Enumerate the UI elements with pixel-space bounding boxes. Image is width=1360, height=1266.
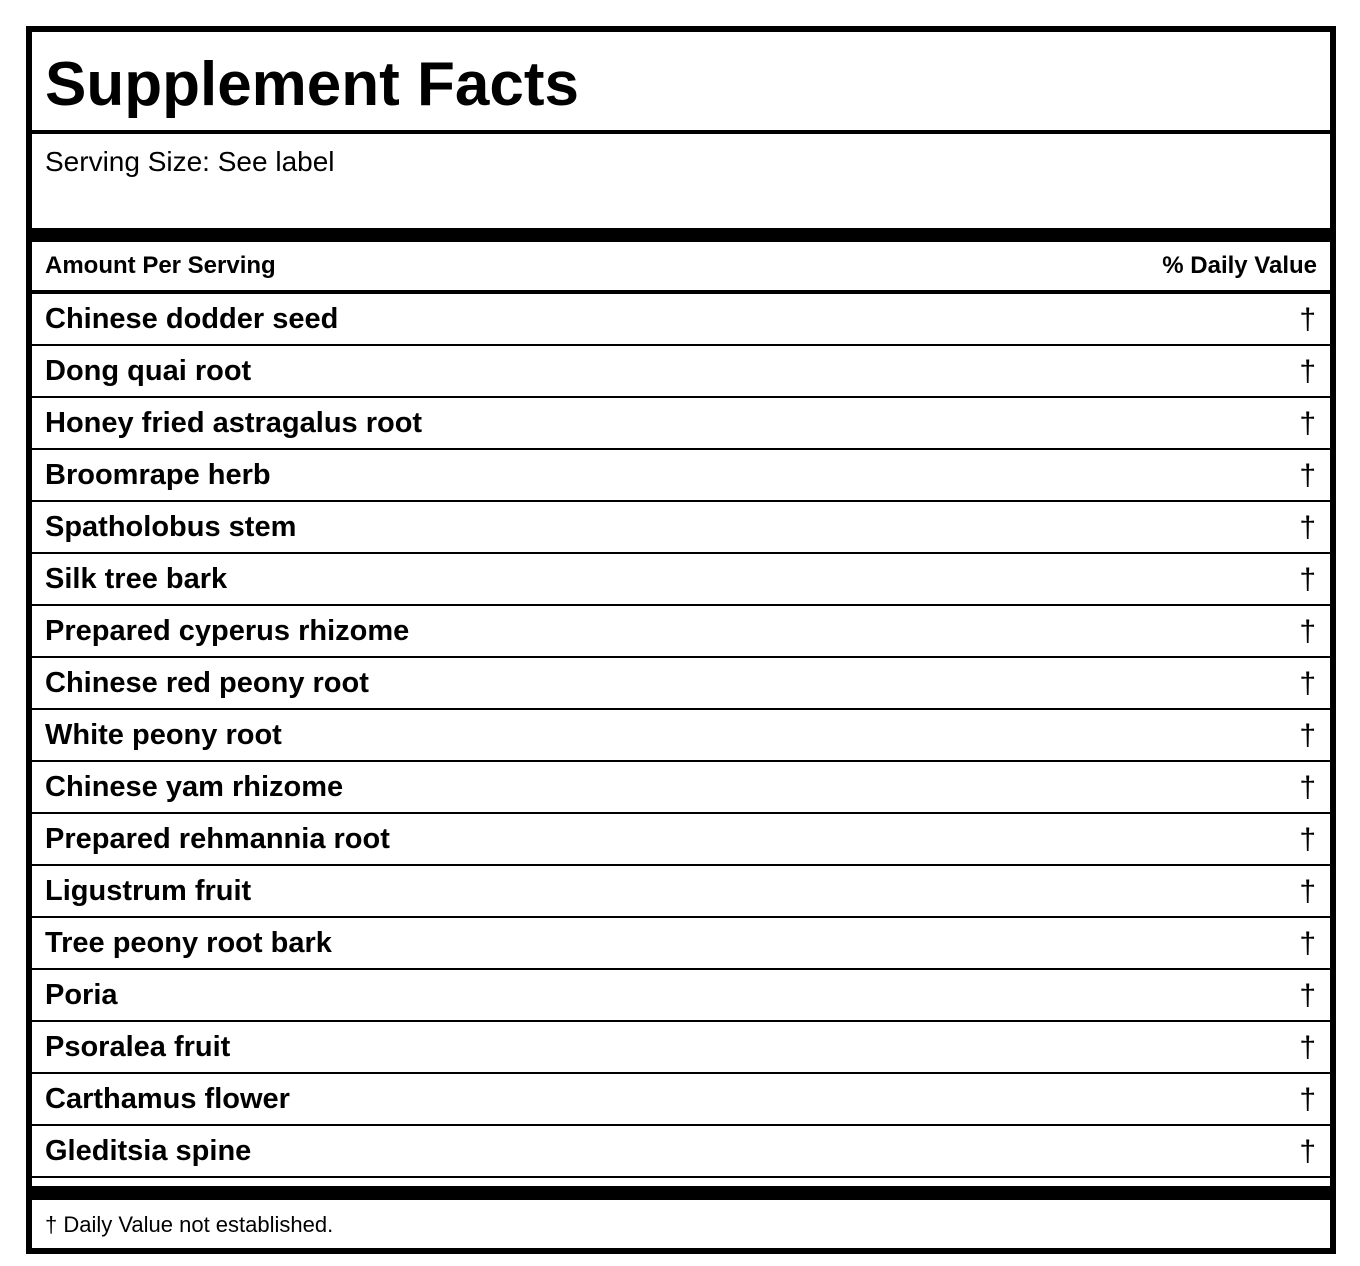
ingredient-daily-value: † — [1299, 1083, 1316, 1116]
ingredient-name: Honey fried astragalus root — [45, 407, 423, 439]
ingredient-daily-value: † — [1299, 1031, 1316, 1064]
ingredient-name: Prepared rehmannia root — [45, 823, 390, 855]
ingredient-row — [32, 918, 1330, 970]
daily-value-header: % Daily Value — [1162, 252, 1317, 279]
amount-per-serving-header: Amount Per Serving — [45, 252, 276, 279]
ingredient-name: Chinese red peony root — [45, 667, 369, 699]
ingredient-row — [32, 554, 1330, 606]
ingredient-row — [32, 814, 1330, 866]
serving-size: Serving Size: See label — [45, 146, 335, 177]
ingredient-row — [32, 502, 1330, 554]
ingredient-daily-value: † — [1299, 823, 1316, 856]
ingredient-daily-value: † — [1299, 303, 1316, 336]
title-section — [32, 32, 1330, 134]
ingredient-name: Chinese dodder seed — [45, 303, 339, 335]
ingredient-row — [32, 1126, 1330, 1178]
supplement-facts-panel — [26, 26, 1336, 1254]
ingredient-daily-value: † — [1299, 407, 1316, 440]
ingredient-daily-value: † — [1299, 511, 1316, 544]
ingredient-name: Broomrape herb — [45, 459, 271, 491]
ingredient-name: Ligustrum fruit — [45, 875, 252, 907]
ingredient-row — [32, 1074, 1330, 1126]
ingredient-name: Spatholobus stem — [45, 511, 297, 543]
ingredient-name: Gleditsia spine — [45, 1135, 252, 1167]
ingredient-row — [32, 606, 1330, 658]
thick-divider-bottom — [32, 1186, 1330, 1200]
ingredient-row — [32, 658, 1330, 710]
ingredient-daily-value: † — [1299, 771, 1316, 804]
ingredient-daily-value: † — [1299, 459, 1316, 492]
ingredient-daily-value: † — [1299, 563, 1316, 596]
ingredient-daily-value: † — [1299, 719, 1316, 752]
ingredient-daily-value: † — [1299, 979, 1316, 1012]
ingredient-row — [32, 1022, 1330, 1074]
ingredient-name: Psoralea fruit — [45, 1031, 231, 1063]
ingredient-name: Silk tree bark — [45, 563, 228, 595]
thick-divider-top — [32, 228, 1330, 242]
ingredient-row — [32, 762, 1330, 814]
ingredient-name: Carthamus flower — [45, 1083, 290, 1115]
footnote: † Daily Value not established. — [45, 1212, 334, 1237]
ingredient-name: Poria — [45, 979, 118, 1011]
ingredient-row — [32, 970, 1330, 1022]
ingredient-row — [32, 294, 1330, 346]
ingredient-row — [32, 450, 1330, 502]
ingredient-row — [32, 710, 1330, 762]
ingredient-daily-value: † — [1299, 667, 1316, 700]
ingredient-daily-value: † — [1299, 875, 1316, 908]
ingredient-name: Dong quai root — [45, 355, 252, 387]
ingredient-daily-value: † — [1299, 355, 1316, 388]
ingredient-name: White peony root — [45, 719, 282, 751]
ingredient-row — [32, 346, 1330, 398]
ingredient-daily-value: † — [1299, 927, 1316, 960]
column-header-row — [32, 242, 1330, 294]
panel-title: Supplement Facts — [45, 50, 579, 119]
ingredient-row — [32, 866, 1330, 918]
ingredient-row — [32, 398, 1330, 450]
ingredient-name: Tree peony root bark — [45, 927, 332, 959]
ingredient-name: Prepared cyperus rhizome — [45, 615, 410, 647]
ingredient-name: Chinese yam rhizome — [45, 771, 344, 803]
ingredient-daily-value: † — [1299, 615, 1316, 648]
ingredient-daily-value: † — [1299, 1135, 1316, 1168]
ingredient-list — [32, 294, 1330, 1178]
